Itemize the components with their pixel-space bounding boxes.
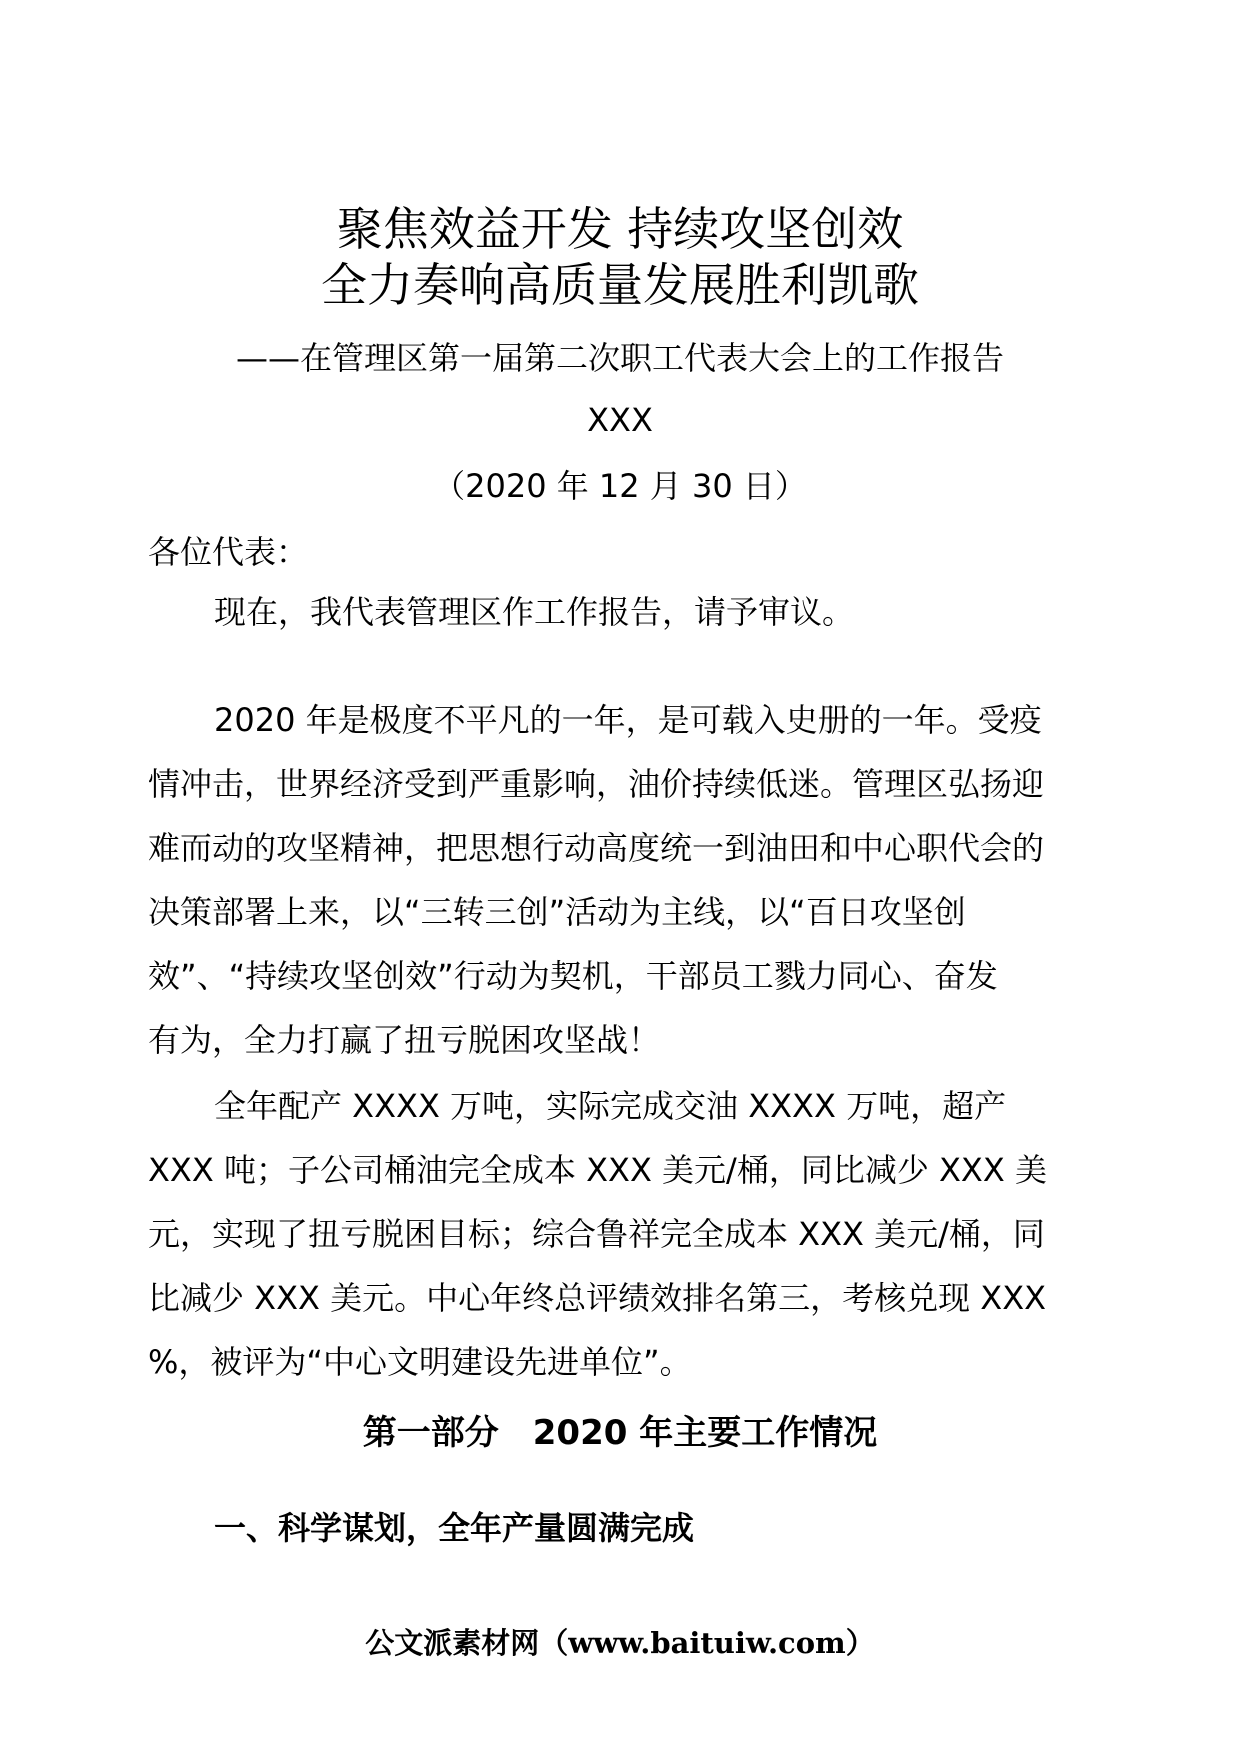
footer-source: 公文派素材网（www.baituiw.com） [365,1626,875,1660]
report-date: （2020 年 12 月 30 日） [433,467,807,505]
section-heading: 第一部分 2020 年主要工作情况 [362,1413,878,1453]
paragraph-1-line: 效”、“持续攻坚创效”行动为契机，干部员工戮力同心、奋发 [148,957,998,995]
title-line-2: 全力奏响高质量发展胜利凯歌 [321,258,919,312]
paragraph-2-line: XXX 吨；子公司桶油完全成本 XXX 美元/桶，同比减少 XXX 美 [148,1151,1047,1189]
paragraph-1-line: 2020 年是极度不平凡的一年，是可载入史册的一年。受疫 [214,701,1042,739]
intro-paragraph: 现在，我代表管理区作工作报告，请予审议。 [214,593,855,631]
paragraph-1-line: 难而动的攻坚精神，把思想行动高度统一到油田和中心职代会的 [148,829,1045,867]
author: XXX [587,401,653,439]
subtitle: ——在管理区第一届第二次职工代表大会上的工作报告 [235,339,1004,377]
paragraph-2-line: 全年配产 XXXX 万吨，实际完成交油 XXXX 万吨，超产 [214,1087,1007,1125]
paragraph-2-line: 比减少 XXX 美元。中心年终总评绩效排名第三，考核兑现 XXX [148,1279,1047,1317]
greeting: 各位代表： [148,533,309,571]
paragraph-2-line: 元，实现了扭亏脱困目标；综合鲁祥完全成本 XXX 美元/桶，同 [148,1215,1045,1253]
title-line-1: 聚焦效益开发 持续攻坚创效 [336,202,904,256]
subsection-heading: 一、科学谋划，全年产量圆满完成 [214,1509,695,1547]
paragraph-1-line: 情冲击，世界经济受到严重影响，油价持续低迷。管理区弘扬迎 [148,765,1045,803]
paragraph-1-line: 决策部署上来，以“三转三创”活动为主线，以“百日攻坚创 [148,893,966,931]
paragraph-1-line: 有为，全力打赢了扭亏脱困攻坚战！ [148,1021,661,1059]
paragraph-2-line: %，被评为“中心文明建设先进单位”。 [148,1343,692,1381]
